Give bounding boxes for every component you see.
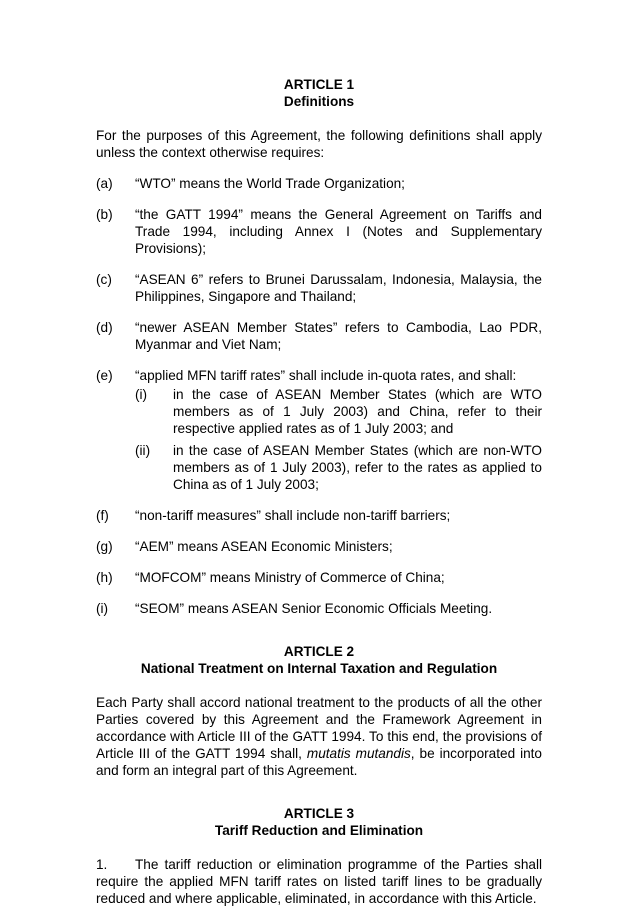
item-text: “SEOM” means ASEAN Senior Economic Officials Meeting. [135,601,493,616]
item-label: (h) [96,570,113,585]
item-text: “newer ASEAN Member States” refers to Cambodia, Lao PDR, Myanmar and Viet Nam; [135,320,542,352]
item-label: (i) [96,601,109,616]
item-text: “the GATT 1994” means the General Agreement on Tariffs and Trade 1994, including Annex I (Notes and Supplementary Provisions); [135,207,542,256]
item-label: (d) [96,320,113,335]
definition-item-e [96,367,542,384]
definition-item-b [96,206,542,257]
subitem-label: (ii) [135,443,151,458]
article-2-body-part-1: Each Party shall accord national treatment to the products of all the other Parties covered by this Agreement and the Framework Agreement in accordance with Article III of the GATT 1994. To this end, the provisions of Article III of the GATT 1994 shall, [96,695,542,761]
item-text: “non-tariff measures” shall include non-tariff barriers; [135,508,451,523]
item-label: (g) [96,539,113,554]
subitem-text: in the case of ASEAN Member States (which are WTO members as of 1 July 2003) and China, refer to their respective applied rates as of 1 July 2003; and [173,387,542,436]
paragraph-text: The tariff reduction or elimination programme of the Parties shall require the applied MFN tariff rates on listed tariff lines to be gradually reduced and where applicable, eliminated, in accordance with this Article. [96,857,542,906]
definition-item-f [96,507,542,524]
item-text: “MOFCOM” means Ministry of Commerce of China; [135,570,445,585]
item-text: “ASEAN 6” refers to Brunei Darussalam, Indonesia, Malaysia, the Philippines, Singapore and Thailand; [135,272,542,304]
article-2-body-part-2: , be incorporated into and form an integral part of this Agreement. [96,746,542,778]
definition-item-d [96,319,542,353]
definition-item-g [96,538,542,555]
item-text: “applied MFN tariff rates” shall include in-quota rates, and shall: [135,368,517,383]
article-2-subtitle: National Treatment on Internal Taxation and Regulation [140,661,498,676]
item-text: “AEM” means ASEAN Economic Ministers; [135,539,393,554]
item-label: (a) [96,176,113,191]
article-3-subtitle: Tariff Reduction and Elimination [214,823,424,838]
item-text: “WTO” means the World Trade Organization; [135,176,405,191]
paragraph-number: 1. [96,857,108,872]
article-2-body [96,694,542,779]
article-2-title: ARTICLE 2 [283,644,355,659]
item-label: (f) [96,508,109,523]
item-label: (c) [96,272,112,287]
definition-item-c [96,271,542,305]
item-label: (b) [96,207,113,222]
article-1-subtitle: Definitions [283,94,355,109]
article-2-body-italic: mutatis mutandis [306,746,411,761]
subitem-text: in the case of ASEAN Member States (which are non-WTO members as of 1 July 2003), refer to the rates as applied to China as of 1 July 2003; [173,443,542,492]
definition-subitem-ii [96,442,542,493]
definition-subitem-i [96,386,542,437]
document-page [96,76,542,907]
article-3-title: ARTICLE 3 [283,806,355,821]
article-1-title: ARTICLE 1 [283,77,355,92]
item-label: (e) [96,368,113,383]
definition-item-h [96,569,542,586]
article-1-intro: For the purposes of this Agreement, the following definitions shall apply unless the context otherwise requires: [96,128,542,160]
article-3-paragraph-1 [96,856,542,907]
definition-item-a [96,175,542,192]
definition-item-i [96,600,542,617]
subitem-label: (i) [135,387,148,402]
